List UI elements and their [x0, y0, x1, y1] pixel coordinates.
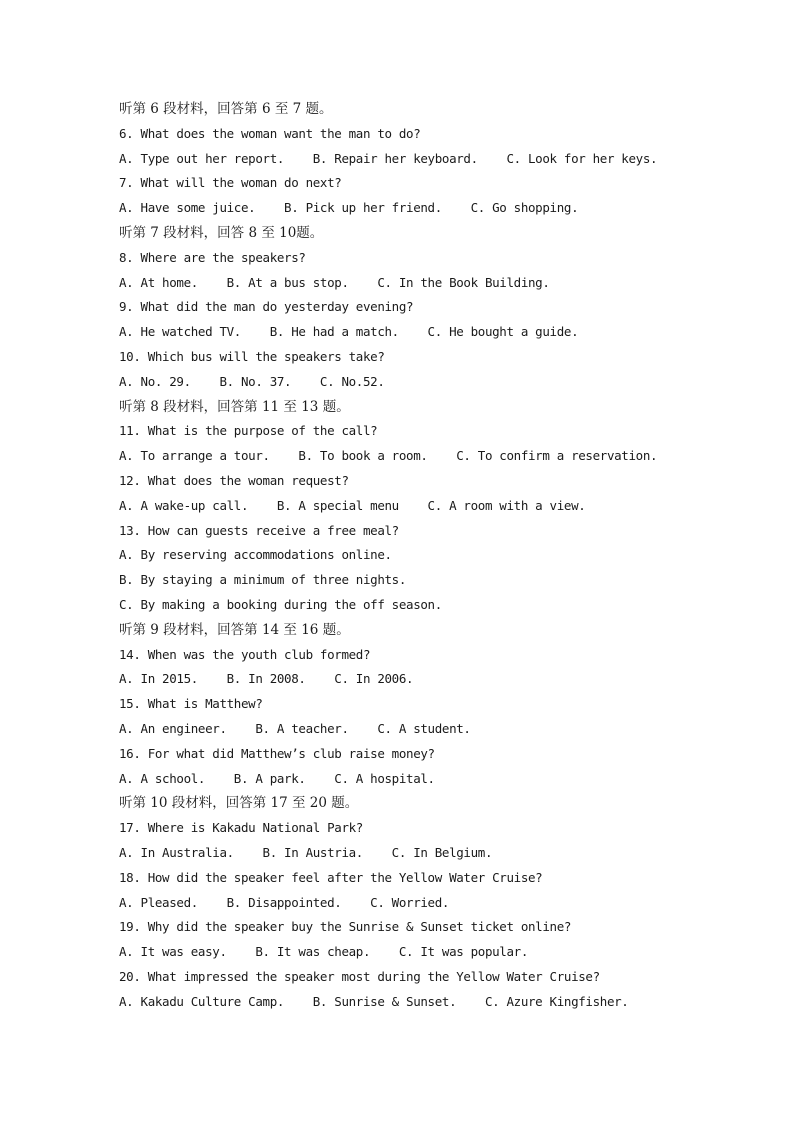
question-text: 17. Where is Kakadu National Park?	[119, 820, 363, 836]
question-text: 10. Which bus will the speakers take?	[119, 348, 385, 364]
question-text: 13. How can guests receive a free meal?	[119, 522, 399, 538]
answer-options: A. By reserving accommodations online.	[119, 547, 392, 563]
answer-options: A. In Australia. B. In Austria. C. In Belgium.	[119, 844, 493, 860]
answer-options: A. He watched TV. B. He had a match. C. He bought a guide.	[119, 324, 579, 340]
answer-options: A. An engineer. B. A teacher. C. A student.	[119, 720, 471, 736]
answer-options: A. In 2015. B. In 2008. C. In 2006.	[119, 671, 414, 687]
question-text: 9. What did the man do yesterday evening?	[119, 299, 414, 315]
answer-options: A. To arrange a tour. B. To book a room. C. To confirm a reservation.	[119, 448, 658, 464]
question-text: 15. What is Matthew?	[119, 696, 263, 712]
question-text: 20. What impressed the speaker most during the Yellow Water Cruise?	[119, 968, 600, 984]
question-text: 18. How did the speaker feel after the Yellow Water Cruise?	[119, 869, 543, 885]
answer-options: A. Type out her report. B. Repair her keyboard. C. Look for her keys.	[119, 150, 658, 166]
question-text: 8. Where are the speakers?	[119, 249, 306, 265]
answer-options: A. Have some juice. B. Pick up her friend. C. Go shopping.	[119, 200, 579, 216]
question-text: 6. What does the woman want the man to do?	[119, 125, 421, 141]
section-heading: 听第 7 段材料，回答 8 至 10题。	[119, 224, 324, 241]
answer-options: A. A school. B. A park. C. A hospital.	[119, 770, 435, 786]
question-text: 19. Why did the speaker buy the Sunrise & Sunset ticket online?	[119, 919, 572, 935]
question-text: 7. What will the woman do next?	[119, 175, 342, 191]
section-heading: 听第 9 段材料，回答第 14 至 16 题。	[119, 621, 350, 638]
question-text: 12. What does the woman request?	[119, 472, 349, 488]
answer-options: A. No. 29. B. No. 37. C. No.52.	[119, 373, 385, 389]
question-text: 16. For what did Matthew’s club raise money?	[119, 745, 435, 761]
answer-options: A. A wake-up call. B. A special menu C. A room with a view.	[119, 497, 586, 513]
answer-options: A. Pleased. B. Disappointed. C. Worried.	[119, 894, 450, 910]
document-page	[119, 97, 759, 1014]
question-text: 11. What is the purpose of the call?	[119, 423, 378, 439]
answer-options: C. By making a booking during the off season.	[119, 596, 442, 612]
answer-options: B. By staying a minimum of three nights.	[119, 572, 407, 588]
section-heading: 听第 10 段材料，回答第 17 至 20 题。	[119, 795, 359, 812]
question-text: 14. When was the youth club formed?	[119, 646, 371, 662]
answer-options: A. It was easy. B. It was cheap. C. It was popular.	[119, 944, 529, 960]
answer-options: A. Kakadu Culture Camp. B. Sunrise & Sunset. C. Azure Kingfisher.	[119, 993, 629, 1009]
section-heading: 听第 8 段材料，回答第 11 至 13 题。	[119, 398, 350, 415]
answer-options: A. At home. B. At a bus stop. C. In the Book Building.	[119, 274, 550, 290]
section-heading: 听第 6 段材料，回答第 6 至 7 题。	[119, 101, 333, 117]
